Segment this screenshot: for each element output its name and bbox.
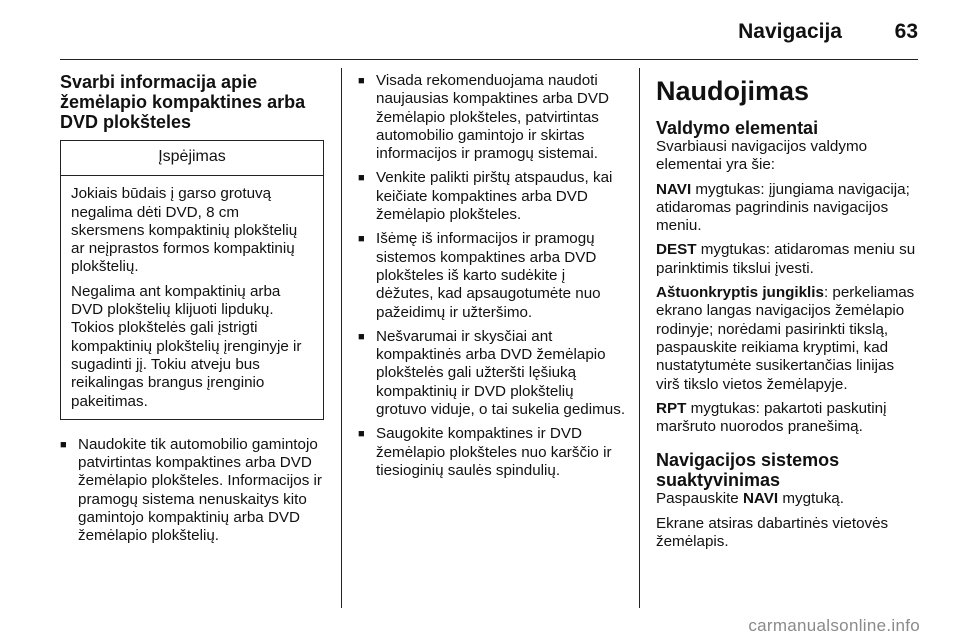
bullet-icon: ■ xyxy=(358,233,365,246)
bullet-icon: ■ xyxy=(358,428,365,441)
warning-paragraph: Jokiais būdais į garso grotuvą negalima dėti DVD, 8 cm skersmens kompaktinių plokštelių ar neįprastos formos kompaktinių plokštelių. xyxy=(71,185,298,276)
column-divider-left xyxy=(341,68,342,608)
disc-info-heading: Svarbi informacija apie žemėlapio kompaktines arba DVD plokšteles xyxy=(60,72,306,132)
list-item: ■ Visada rekomenduojama naudoti naujausias kompaktines arba DVD žemėlapio plokšteles, patvirtintas automobilio gamintojo ir skirtas informacijos ir pramogų sistemai. xyxy=(358,72,609,163)
column-right xyxy=(656,72,920,557)
bullet-list xyxy=(60,436,324,546)
warning-title: Įspėjimas xyxy=(61,141,323,176)
warning-body xyxy=(61,176,323,419)
control-term: NAVI xyxy=(656,180,692,198)
bullet-icon: ■ xyxy=(60,438,67,451)
control-term: NAVI xyxy=(742,490,779,508)
column-middle xyxy=(358,72,626,486)
control-term: RPT xyxy=(656,399,687,417)
control-description: NAVI mygtukas: įjungiama navigacija; atidaromas pagrindinis navigacijos meniu. xyxy=(656,180,910,235)
activation-result: Ekrane atsiras dabartinės vietovės žemėlapis. xyxy=(656,514,889,551)
list-item: ■ Saugokite kompaktines ir DVD žemėlapio plokšteles nuo karščio ir tiesioginių saulės spindulių. xyxy=(358,425,612,479)
bullet-icon: ■ xyxy=(358,330,365,343)
header-divider xyxy=(60,59,918,60)
control-description: Aštuonkryptis jungiklis: perkeliamas ekrano langas navigacijos žemėlapio rodinyje; norėdami pasirinkti tikslą, paspauskite reikiama kryptimi, kad nustatytumėte susikertančias linijas virš tikslo vietos žemėlapyje. xyxy=(656,284,915,393)
column-left xyxy=(60,72,324,552)
page-number: 63 xyxy=(894,20,918,43)
control-description: RPT mygtukas: pakartoti paskutinį maršruto nuorodos pranešimą. xyxy=(656,399,887,436)
list-item: ■ Venkite palikti pirštų atspaudus, kai keičiate kompaktines arba DVD žemėlapio plokšteles. xyxy=(358,169,613,224)
bullet-icon: ■ xyxy=(358,172,365,185)
controls-intro: Svarbiausi navigacijos valdymo elementai yra šie: xyxy=(656,138,868,174)
watermark-text: carmanualsonline.info xyxy=(748,616,920,635)
control-term: DEST xyxy=(656,241,697,259)
list-item: ■ Naudokite tik automobilio gamintojo patvirtintas kompaktines arba DVD žemėlapio plokšteles. Informacijos ir pramogų sistema nenuskaitys kito gamintojo kompaktinių arba DVD žemėlapio plokštelių. xyxy=(60,435,322,545)
bullet-icon: ■ xyxy=(358,75,365,87)
usage-heading: Naudojimas xyxy=(656,76,810,106)
bullet-list xyxy=(358,72,626,480)
warning-paragraph: Negalima ant kompaktinių arba DVD plokštelių klijuoti lipdukų. Tokios plokštelės gali įstrigti kompaktinių plokštelių įrenginyje ir sugadinti jį. Tokiu atveju bus reikalingas brangus įrenginio pakeitimas. xyxy=(71,282,302,410)
section-title: Navigacija xyxy=(738,20,842,43)
control-term: Aštuonkryptis jungiklis xyxy=(656,284,824,302)
list-item: ■ Nešvarumai ir skysčiai ant kompaktinės arba DVD žemėlapio plokštelės gali užteršti lęšiuką kompaktinių ir DVD plokštelių grotuvo viduje, o tai sukelia gedimus. xyxy=(358,327,626,419)
activation-step: Paspauskite NAVI mygtuką. xyxy=(656,490,844,508)
column-divider-right xyxy=(639,68,640,608)
control-description: DEST mygtukas: atidaromas meniu su parinktimis tikslui įvesti. xyxy=(656,241,916,277)
activation-heading: Navigacijos sistemos suaktyvinimas xyxy=(656,450,840,491)
page-header xyxy=(0,0,960,62)
warning-box xyxy=(60,140,324,420)
list-item: ■ Išėmę iš informacijos ir pramogų sistemos kompaktines arba DVD plokšteles iš karto sudėkite į dėžutes, kad apsaugotumėte nuo pažeidimų ir užteršimo. xyxy=(358,230,601,321)
controls-heading: Valdymo elementai xyxy=(656,118,819,138)
